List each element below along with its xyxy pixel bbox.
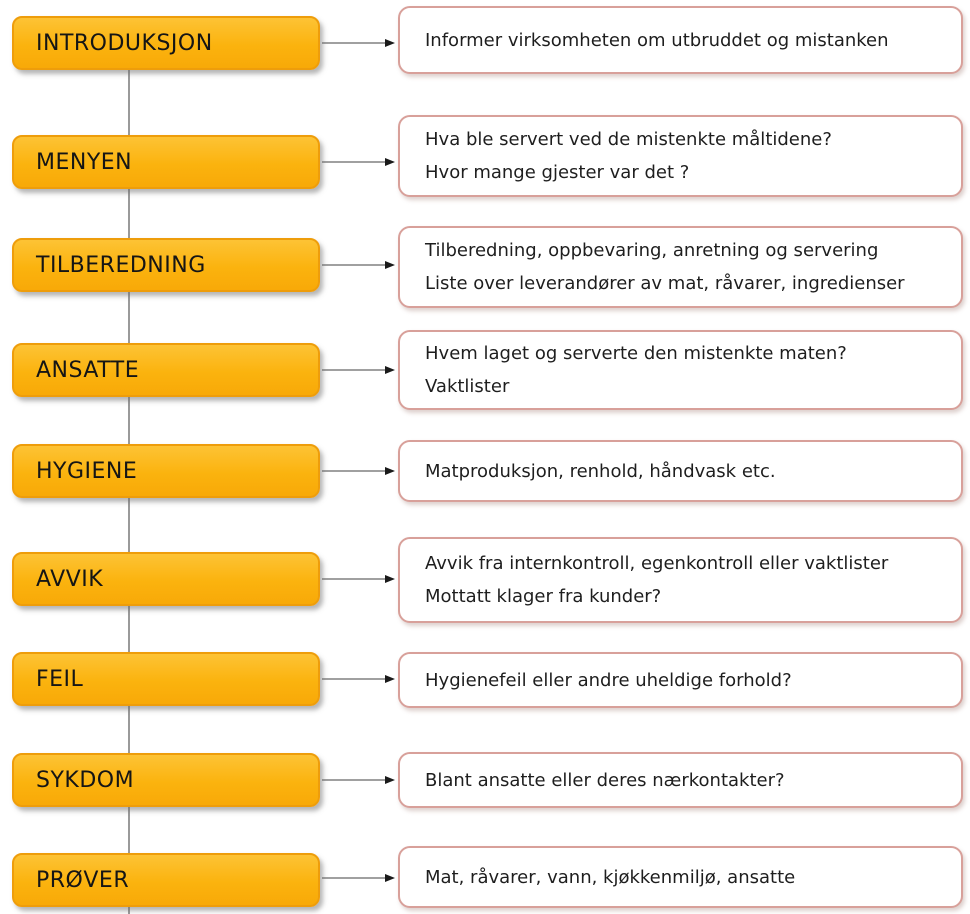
detail-line: Mat, råvarer, vann, kjøkkenmiljø, ansatte	[425, 866, 796, 888]
arrow-connector	[322, 161, 386, 163]
arrow-connector	[322, 470, 386, 472]
arrow-connector	[322, 264, 386, 266]
arrow-head-icon	[385, 39, 395, 47]
arrow-head-icon	[385, 874, 395, 882]
stage-label: TILBEREDNING	[36, 252, 206, 278]
stage-label: SYKDOM	[36, 767, 135, 793]
stage-box-introduksjon	[12, 16, 320, 70]
stage-box-tilberedning	[12, 238, 320, 292]
stage-label: INTRODUKSJON	[36, 30, 213, 56]
arrow-connector	[322, 578, 386, 580]
detail-box-hygiene	[398, 440, 963, 502]
detail-line: Blant ansatte eller deres nærkontakter?	[425, 769, 785, 791]
detail-line: Hvem laget og serverte den mistenkte maten?	[425, 343, 847, 364]
detail-box-sykdom	[398, 752, 963, 808]
detail-line: Informer virksomheten om utbruddet og mistanken	[425, 29, 889, 51]
detail-line: Hygienefeil eller andre uheldige forhold?	[425, 669, 792, 691]
stage-box-ansatte	[12, 343, 320, 397]
arrow-connector	[322, 369, 386, 371]
stage-label: PRØVER	[36, 867, 130, 893]
arrow-head-icon	[385, 776, 395, 784]
arrow-head-icon	[385, 575, 395, 583]
detail-box-tilberedning	[398, 226, 963, 308]
detail-box-menyen	[398, 115, 963, 197]
stage-label: FEIL	[36, 666, 84, 692]
detail-box-prover	[398, 846, 963, 908]
stage-box-hygiene	[12, 444, 320, 498]
arrow-head-icon	[385, 675, 395, 683]
stage-label: ANSATTE	[36, 357, 140, 383]
arrow-head-icon	[385, 467, 395, 475]
detail-line: Matproduksjon, renhold, håndvask etc.	[425, 460, 776, 482]
arrow-connector	[322, 42, 386, 44]
arrow-head-icon	[385, 366, 395, 374]
arrow-connector	[322, 678, 386, 680]
stage-label: MENYEN	[36, 149, 133, 175]
stage-box-menyen	[12, 135, 320, 189]
detail-line: Hvor mange gjester var det ?	[425, 162, 690, 183]
detail-box-avvik	[398, 537, 963, 623]
stage-box-sykdom	[12, 753, 320, 807]
arrow-head-icon	[385, 261, 395, 269]
arrow-head-icon	[385, 158, 395, 166]
arrow-connector	[322, 877, 386, 879]
detail-line: Avvik fra internkontroll, egenkontroll eller vaktlister	[425, 553, 889, 574]
detail-line: Hva ble servert ved de mistenkte måltidene?	[425, 129, 832, 150]
arrow-connector	[322, 779, 386, 781]
detail-line: Mottatt klager fra kunder?	[425, 586, 662, 607]
detail-box-introduksjon	[398, 6, 963, 74]
stage-box-prover	[12, 853, 320, 907]
stage-label: AVVIK	[36, 566, 104, 592]
detail-line: Tilberedning, oppbevaring, anretning og servering	[425, 240, 879, 261]
detail-box-feil	[398, 652, 963, 708]
stage-box-avvik	[12, 552, 320, 606]
stage-box-feil	[12, 652, 320, 706]
stage-label: HYGIENE	[36, 458, 138, 484]
detail-line: Vaktlister	[425, 376, 510, 397]
detail-line: Liste over leverandører av mat, råvarer, ingredienser	[425, 273, 905, 294]
detail-box-ansatte	[398, 330, 963, 410]
